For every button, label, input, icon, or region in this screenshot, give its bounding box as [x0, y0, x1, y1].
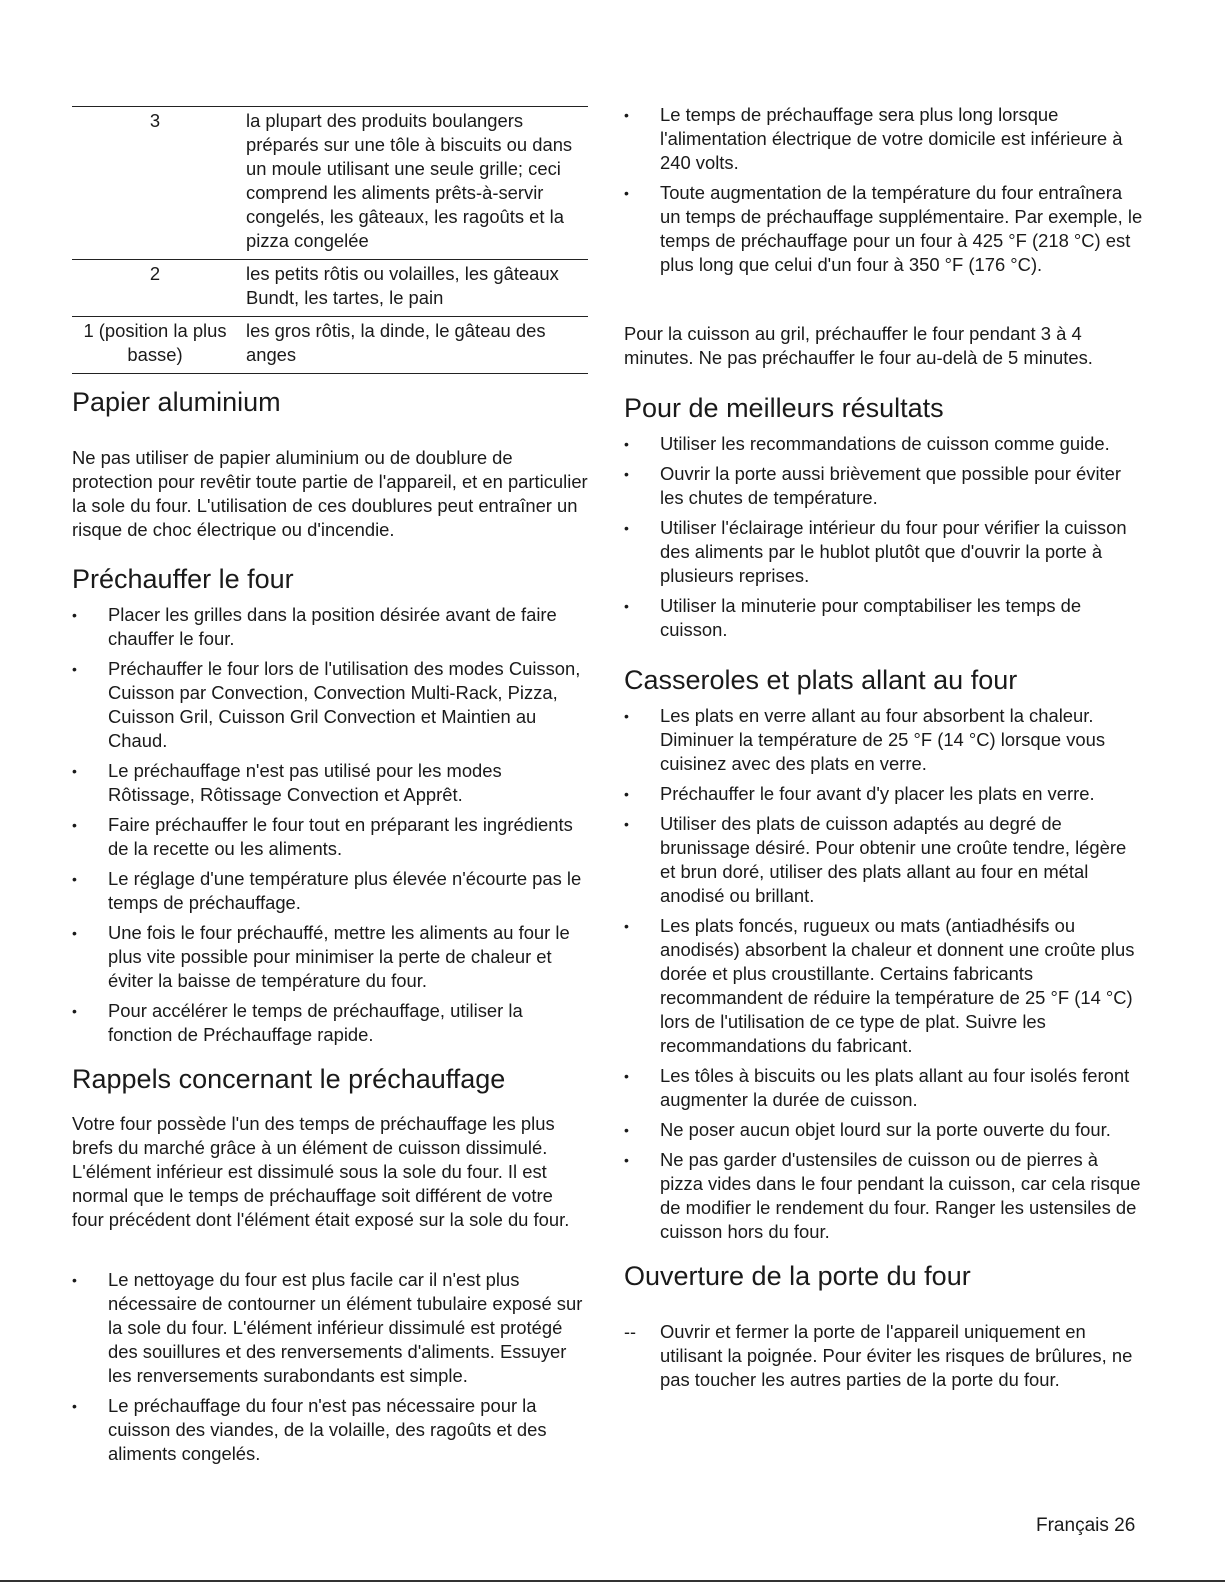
list-item-text: Utiliser la minuterie pour comptabiliser les temps de cuisson.: [660, 595, 1082, 640]
rack-foods: les petits rôtis ou volailles, les gâteaux Bundt, les tartes, le pain: [246, 263, 559, 308]
list-item-text: Les tôles à biscuits ou les plats allant au four isolés feront augmenter la durée de cuisson.: [660, 1065, 1130, 1110]
table-row: [72, 317, 588, 374]
list-item: [624, 1064, 1144, 1112]
list-item: [72, 867, 588, 915]
bullet-icon: •: [72, 1003, 77, 1019]
resultats-list: [624, 432, 1144, 642]
papier-aluminium-heading: Papier aluminium: [72, 387, 281, 417]
list-item-text: Ne pas garder d'ustensiles de cuisson ou de pierres à pizza vides dans le four pendant la cuisson, car cela risque de modifier le rendement du four. Ranger les ustensiles de cuisson hors du four.: [660, 1149, 1141, 1242]
list-item-text: Ne poser aucun objet lourd sur la porte ouverte du four.: [660, 1119, 1111, 1140]
bottom-rule: [0, 1580, 1225, 1582]
bullet-icon: •: [72, 1398, 77, 1414]
list-item-text: Faire préchauffer le four tout en préparant les ingrédients de la recette ou les aliments.: [108, 814, 573, 859]
list-item: [624, 516, 1144, 588]
list-item: [624, 782, 1144, 806]
list-item-text: Utiliser les recommandations de cuisson comme guide.: [660, 433, 1110, 454]
list-item: [624, 181, 1144, 277]
rack-position: 1 (position la plus basse): [83, 320, 227, 365]
list-item-text: Utiliser des plats de cuisson adaptés au degré de brunissage désiré. Pour obtenir une croûte tendre, légère et brun doré, utiliser des plats allant au four en métal anodisé ou brillant.: [660, 813, 1127, 906]
rappels-list: [72, 1268, 588, 1466]
bullet-icon: •: [624, 107, 629, 123]
bullet-icon: •: [72, 817, 77, 833]
bullet-icon: •: [624, 598, 629, 614]
list-item-text: Le temps de préchauffage sera plus long lorsque l'alimentation électrique de votre domicile est inférieure à 240 volts.: [660, 104, 1123, 173]
bullet-icon: •: [72, 661, 77, 677]
list-item: [72, 759, 588, 807]
list-item-text: Le préchauffage du four n'est pas nécessaire pour la cuisson des viandes, de la volaille, des ragoûts et des aliments congelés.: [108, 1395, 547, 1464]
bullet-icon: •: [72, 607, 77, 623]
prechauffer-list: [72, 603, 588, 1047]
rappels-heading: Rappels concernant le préchauffage: [72, 1064, 506, 1094]
list-item-text: Toute augmentation de la température du four entraînera un temps de préchauffage supplémentaire. Par exemple, le temps de préchauffage pour un four à 425 °F (218 °C) est plus long que celui d'un four à 350 °F (176 °C).: [660, 182, 1143, 275]
casseroles-list: [624, 704, 1144, 1244]
table-row: [72, 107, 588, 260]
list-item: [72, 1268, 588, 1388]
list-item-text: Pour accélérer le temps de préchauffage, utiliser la fonction de Préchauffage rapide.: [108, 1000, 523, 1045]
list-item: [624, 1320, 1144, 1392]
papier-aluminium-text: Ne pas utiliser de papier aluminium ou de doublure de protection pour revêtir toute partie de l'appareil, et en particulier la sole du four. L'utilisation de ces doublures peut entraîner un risque de choc électrique ou d'incendie.: [72, 447, 588, 540]
bullet-icon: •: [624, 436, 629, 452]
list-item-text: Ouvrir et fermer la porte de l'appareil uniquement en utilisant la poignée. Pour éviter les risques de brûlures, ne pas toucher les autres parties de la porte du four.: [660, 1321, 1133, 1390]
rack-position: 2: [149, 263, 161, 284]
rappels-text: Votre four possède l'un des temps de préchauffage les plus brefs du marché grâce à un élément de cuisson dissimulé. L'élément inférieur est dissimulé sous la sole du four. Il est normal que le temps de préchauffage soit différent de votre four précédent dont l'élément était exposé sur la sole du four.: [72, 1113, 570, 1230]
list-item: [624, 812, 1144, 908]
rack-position: 3: [149, 110, 161, 131]
bullet-icon: •: [72, 1272, 77, 1288]
rack-position-table: [72, 106, 588, 374]
bullet-icon: •: [624, 1122, 629, 1138]
bullet-icon: •: [72, 763, 77, 779]
bullet-icon: •: [624, 185, 629, 201]
list-item: [624, 1148, 1144, 1244]
list-item-text: Le nettoyage du four est plus facile car il n'est plus nécessaire de contourner un élément tubulaire exposé sur la sole du four. L'élément inférieur dissimulé est protégé des souillures et des renversements d'aliments. Essuyer les renversements surabondants est simple.: [108, 1269, 583, 1386]
gril-text: Pour la cuisson au gril, préchauffer le four pendant 3 à 4 minutes. Ne pas préchauffer le four au-delà de 5 minutes.: [624, 323, 1093, 368]
list-item-text: Préchauffer le four lors de l'utilisation des modes Cuisson, Cuisson par Convection, Convection Multi-Rack, Pizza, Cuisson Gril, Cuisson Gril Convection et Maintien au Chaud.: [108, 658, 581, 751]
list-item-text: Le préchauffage n'est pas utilisé pour les modes Rôtissage, Rôtissage Convection et Apprêt.: [108, 760, 502, 805]
bullet-icon: •: [624, 1068, 629, 1084]
list-item-text: Une fois le four préchauffé, mettre les aliments au four le plus vite possible pour minimiser la perte de chaleur et éviter la baisse de température du four.: [108, 922, 570, 991]
list-item: [624, 594, 1144, 642]
list-item: [72, 813, 588, 861]
ouverture-heading: Ouverture de la porte du four: [624, 1261, 971, 1291]
page-number: Français 26: [1036, 1515, 1136, 1536]
bullet-icon: •: [624, 816, 629, 832]
bullet-icon: •: [624, 918, 629, 934]
list-item: [72, 603, 588, 651]
list-item-text: Préchauffer le four avant d'y placer les plats en verre.: [660, 783, 1095, 804]
rack-foods: les gros rôtis, la dinde, le gâteau des anges: [246, 320, 546, 365]
list-item: [624, 103, 1144, 175]
casseroles-heading: Casseroles et plats allant au four: [624, 665, 1018, 695]
rack-foods: la plupart des produits boulangers préparés sur une tôle à biscuits ou dans un moule utilisant une seule grille; ceci comprend les aliments prêts-à-servir congelés, les gâteaux, les ragoûts et la pizza congelée: [246, 110, 573, 251]
prechauffer-heading: Préchauffer le four: [72, 564, 294, 594]
table-row: [72, 260, 588, 317]
bullet-icon: •: [624, 786, 629, 802]
list-item: [624, 462, 1144, 510]
bullet-icon: •: [72, 871, 77, 887]
list-item: [624, 914, 1144, 1058]
list-item: [72, 921, 588, 993]
list-item: [72, 657, 588, 753]
list-item: [72, 999, 588, 1047]
ouverture-list: [624, 1320, 1144, 1392]
list-item-text: Placer les grilles dans la position désirée avant de faire chauffer le four.: [108, 604, 557, 649]
bullet-icon: •: [624, 466, 629, 482]
list-item-text: Les plats en verre allant au four absorbent la chaleur. Diminuer la température de 25 °F (14 °C) lorsque vous cuisinez avec des plats en verre.: [660, 705, 1106, 774]
bullet-icon: •: [624, 708, 629, 724]
bullet-icon: •: [72, 925, 77, 941]
list-item-text: Utiliser l'éclairage intérieur du four pour vérifier la cuisson des aliments par le hublot plutôt que d'ouvrir la porte à plusieurs reprises.: [660, 517, 1127, 586]
bullet-icon: •: [624, 520, 629, 536]
list-item: [624, 1118, 1144, 1142]
list-item-text: Les plats foncés, rugueux ou mats (antiadhésifs ou anodisés) absorbent la chaleur et donnent une croûte plus dorée et plus croustillante. Certains fabricants recommandent de réduire la température de 25 °F (14 °C) lors de l'utilisation de ce type de plat. Suivre les recommandations du fabricant.: [660, 915, 1135, 1056]
list-item: [624, 432, 1144, 456]
resultats-heading: Pour de meilleurs résultats: [624, 393, 944, 423]
list-item-text: Le réglage d'une température plus élevée n'écourte pas le temps de préchauffage.: [108, 868, 582, 913]
bullet-icon: •: [624, 1152, 629, 1168]
list-item: [624, 704, 1144, 776]
list-item-text: Ouvrir la porte aussi brièvement que possible pour éviter les chutes de température.: [660, 463, 1122, 508]
dash-marker: --: [624, 1322, 636, 1342]
list-item: [72, 1394, 588, 1466]
rappels-list-continued: [624, 103, 1144, 277]
